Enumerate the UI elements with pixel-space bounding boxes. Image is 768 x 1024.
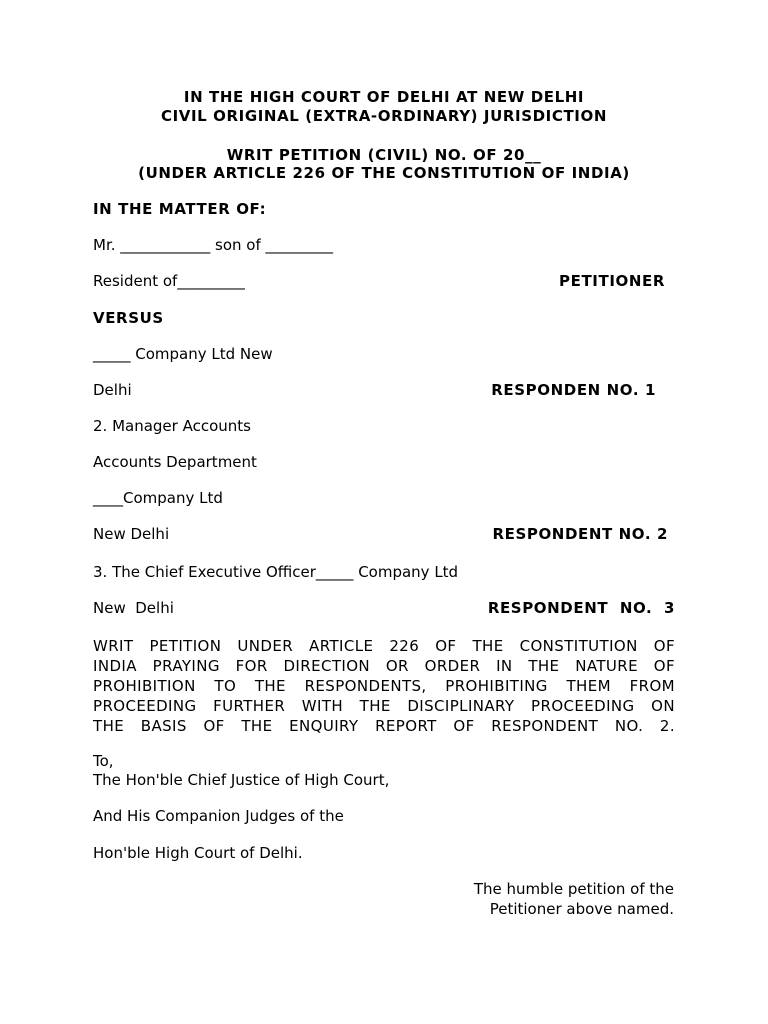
- petition-number: WRIT PETITION (CIVIL) NO. OF 20__: [226, 146, 542, 164]
- petitioner-residence-line: Resident of_________: [93, 272, 245, 290]
- address-to: To,: [93, 752, 114, 770]
- respondent-3-label: RESPONDENT NO. 3: [487, 599, 675, 617]
- prayer-line: INDIA PRAYING FOR DIRECTION OR ORDER IN THE NATURE OF: [93, 657, 675, 675]
- court-title: IN THE HIGH COURT OF DELHI AT NEW DELHI: [183, 88, 585, 106]
- respondent-3-line-1: 3. The Chief Executive Officer_____ Company Ltd: [93, 563, 459, 581]
- prayer-line: PROHIBITION TO THE RESPONDENTS, PROHIBITING THEM FROM: [93, 677, 675, 695]
- petitioner-name-line: Mr. ____________ son of _________: [93, 236, 334, 254]
- respondent-2-line-3: ____Company Ltd: [93, 489, 223, 507]
- respondent-3-line-2: New Delhi: [93, 599, 174, 617]
- respondent-2-line-1: 2. Manager Accounts: [93, 417, 251, 435]
- article-reference: (UNDER ARTICLE 226 OF THE CONSTITUTION OF INDIA): [138, 164, 630, 182]
- jurisdiction-title: CIVIL ORIGINAL (EXTRA-ORDINARY) JURISDICTION: [161, 107, 607, 125]
- address-line-2: And His Companion Judges of the: [93, 807, 344, 825]
- prayer-paragraph: [93, 636, 675, 736]
- prayer-line: THE BASIS OF THE ENQUIRY REPORT OF RESPONDENT NO. 2.: [93, 717, 675, 735]
- address-line-3: Hon'ble High Court of Delhi.: [93, 844, 303, 862]
- respondent-2-label: RESPONDENT NO. 2: [492, 525, 668, 543]
- respondent-2-line-2: Accounts Department: [93, 453, 257, 471]
- closing-line-1: The humble petition of the: [473, 880, 674, 898]
- address-line-1: The Hon'ble Chief Justice of High Court,: [93, 771, 390, 789]
- respondent-1-line-1: _____ Company Ltd New: [93, 345, 273, 363]
- prayer-line: WRIT PETITION UNDER ARTICLE 226 OF THE CONSTITUTION OF: [93, 637, 675, 655]
- respondent-1-line-2: Delhi: [93, 381, 132, 399]
- respondent-2-line-4: New Delhi: [93, 525, 170, 543]
- prayer-line: PROCEEDING FURTHER WITH THE DISCIPLINARY PROCEEDING ON: [93, 697, 675, 715]
- closing-line-2: Petitioner above named.: [489, 900, 674, 918]
- matter-label: IN THE MATTER OF:: [93, 200, 267, 218]
- versus-label: VERSUS: [93, 309, 164, 327]
- petitioner-label: PETITIONER: [559, 272, 665, 290]
- closing-block: [474, 879, 674, 919]
- respondent-1-label: RESPONDEN NO. 1: [491, 381, 656, 399]
